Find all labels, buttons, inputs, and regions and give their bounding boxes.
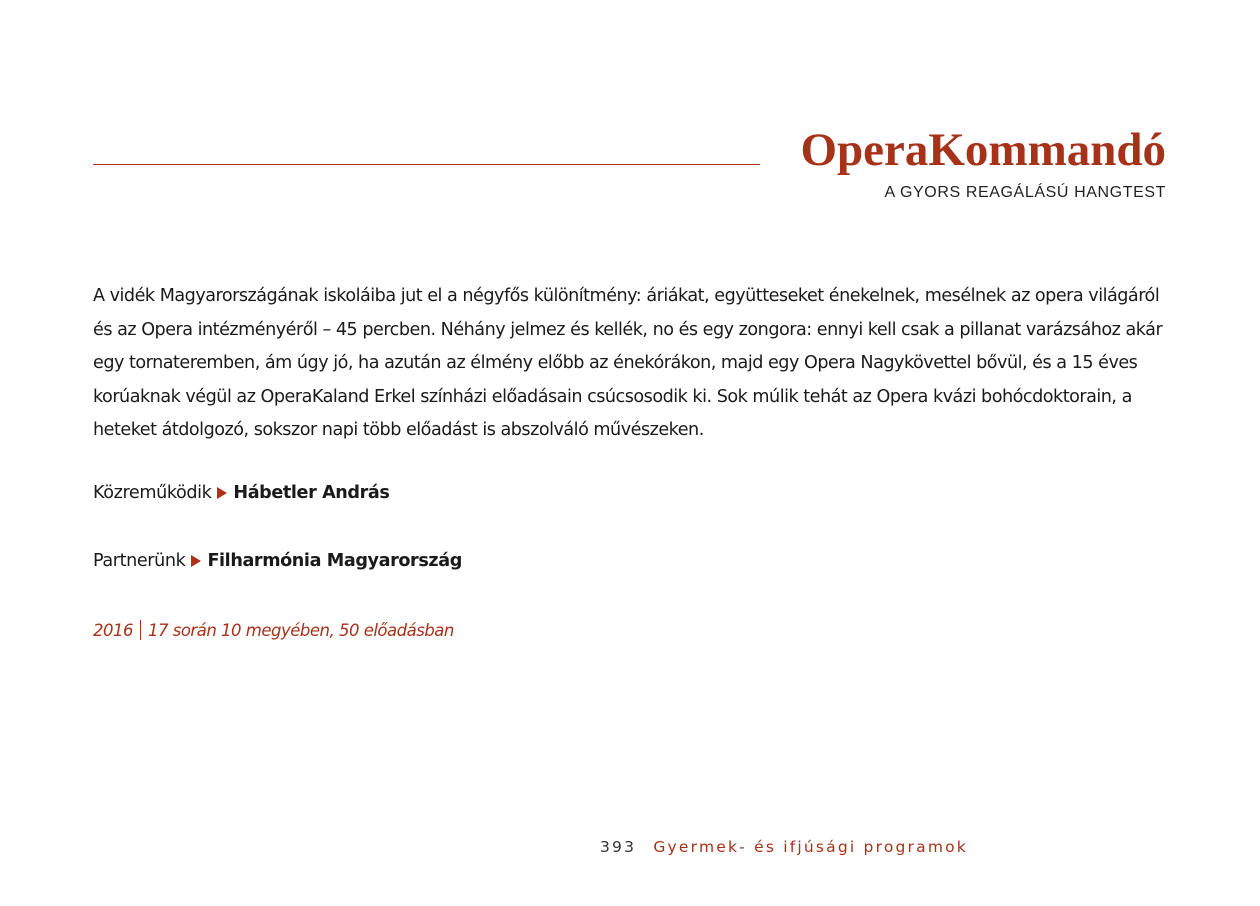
page-number: 393: [600, 838, 637, 856]
description-paragraph: A vidék Magyarországának iskoláiba jut el a négyfős különítmény: áriákat, együtteseket énekelnek, mesélnek az opera világáról és az Opera intézményéről – 45 percben. Néhány jelmez és kellék, no és egy zongora: ennyi kell csak a pillanat varázsához akár egy tornateremben, ám úgy jó, ha azután az élmény előbb az énekórákon, majd egy Opera Nagykövettel bővül, és a 15 éves korúaknak végül az OperaKaland Erkel színházi előadásain csúcsosodik ki. Sok múlik tehát az Opera kvázi bohócdoktorain, a heteket átdolgozó, sokszor napi több előadást is abszolváló művészeken.: [93, 286, 1163, 441]
triangle-arrow-icon: [191, 555, 201, 567]
performance-details: 17 során 10 megyében, 50 előadásban: [148, 621, 454, 640]
partner-credit: [93, 551, 462, 571]
page-subtitle: A GYORS REAGÁLÁSÚ HANGTEST: [884, 184, 1166, 201]
partner-label: Partnerünk: [93, 551, 186, 571]
page-title: OperaKommandó: [800, 124, 1166, 176]
cast-label: Közreműködik: [93, 483, 212, 503]
header-rule: [93, 164, 760, 165]
performance-info: [93, 620, 454, 640]
page-footer: [600, 838, 968, 856]
footer-section-name: Gyermek- és ifjúsági programok: [653, 838, 968, 856]
triangle-arrow-icon: [217, 487, 227, 499]
cast-name: Hábetler András: [233, 483, 390, 503]
vertical-divider: [140, 620, 141, 640]
performance-year: 2016: [93, 621, 133, 640]
partner-name: Filharmónia Magyarország: [207, 551, 462, 571]
cast-credit: [93, 483, 389, 503]
